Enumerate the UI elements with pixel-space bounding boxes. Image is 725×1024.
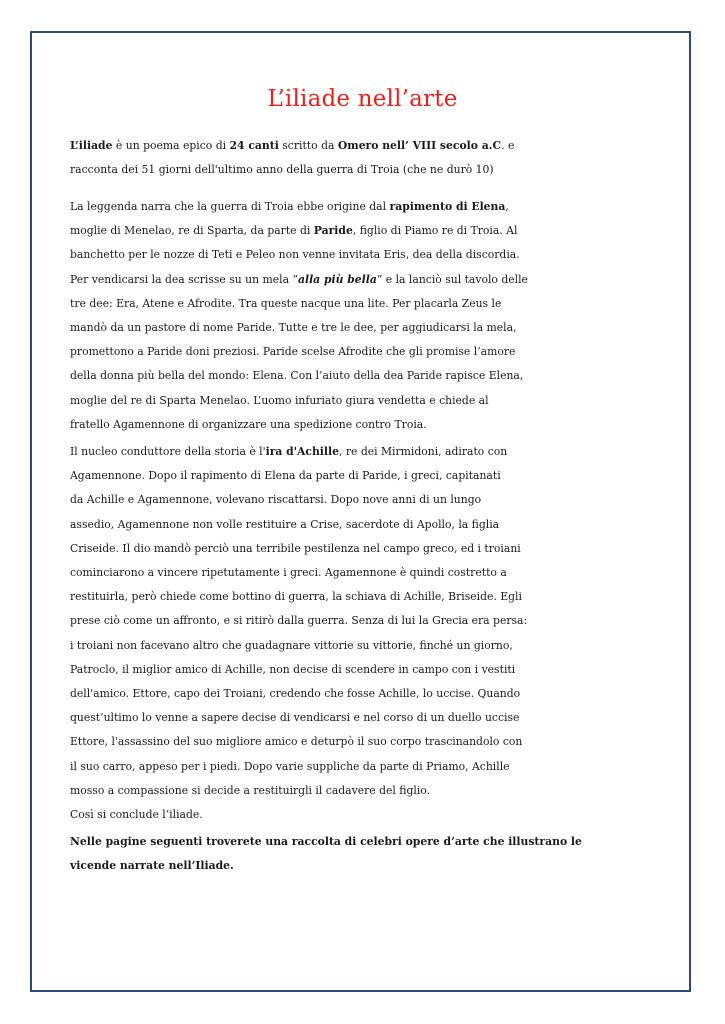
bold-term: ira d'Achille bbox=[265, 445, 339, 458]
text-line: cominciarono a vincere ripetutamente i greci. Agamennone è quindi costretto a bbox=[70, 566, 507, 580]
text-line: assedio, Agamennone non volle restituire a Crise, sacerdote di Apollo, la figlia bbox=[70, 517, 500, 531]
bold-term: Paride bbox=[313, 224, 353, 238]
text-run: , re dei Mirmidoni, adirato con bbox=[338, 445, 508, 458]
text-line: il suo carro, appeso per i piedi. Dopo varie suppliche da parte di Priamo, Achille bbox=[70, 759, 510, 773]
intro-paragraph bbox=[70, 134, 670, 182]
text-run: moglie di Menelao, re di Sparta, da parte di bbox=[70, 224, 314, 238]
text-line: Nelle pagine seguenti troverete una raccolta di celebri opere d’arte che illustrano le bbox=[70, 835, 582, 848]
text-line: banchetto per le nozze di Teti e Peleo non venne invitata Eris, dea della discordia. bbox=[70, 248, 520, 262]
text-run: è un poema epico di bbox=[112, 139, 230, 152]
text-line: moglie del re di Sparta Menelao. L’uomo infuriato giura vendetta e chiede al bbox=[70, 393, 489, 407]
text-line: fratello Agamennone di organizzare una spedizione contro Troia. bbox=[70, 417, 427, 431]
bold-term: rapimento di Elena bbox=[389, 200, 506, 213]
closing-paragraph bbox=[70, 830, 670, 878]
text-run: . e bbox=[501, 139, 515, 152]
bold-term: Omero nell’ VIII secolo a.C bbox=[337, 139, 502, 152]
text-run: , figlio di Piamo re di Troia. Al bbox=[352, 224, 518, 238]
text-line bbox=[70, 134, 670, 158]
text-run: La leggenda narra che la guerra di Troia ebbe origine dal bbox=[70, 200, 390, 213]
text-line: i troiani non facevano altro che guadagnare vittorie su vittorie, finché un giorno, bbox=[70, 638, 513, 652]
text-line: tre dee: Era, Atene e Afrodite. Tra queste nacque una lite. Per placarla Zeus le bbox=[70, 296, 502, 310]
text-line: della donna più bella del mondo: Elena. Con l’aiuto della dea Paride rapisce Elena, bbox=[70, 369, 524, 383]
text-run: scritto da bbox=[278, 139, 338, 152]
text-line bbox=[70, 219, 670, 243]
text-line: Così si conclude l’iliade. bbox=[70, 808, 203, 822]
text-line: mandò da un pastore di nome Paride. Tutte e tre le dee, per aggiudicarsi la mela, bbox=[70, 321, 517, 335]
text-line: da Achille e Agamennone, volevano riscattarsi. Dopo nove anni di un lungo bbox=[70, 493, 482, 507]
text-line: racconta dei 51 giorni dell'ultimo anno della guerra di Troia (che ne durò 10) bbox=[70, 163, 494, 177]
text-line: Patroclo, il miglior amico di Achille, non decise di scendere in campo con i vestiti bbox=[70, 662, 516, 676]
page-title: L’iliade nell’arte bbox=[267, 86, 458, 112]
text-line: promettono a Paride doni preziosi. Paride scelse Afrodite che gli promise l’amore bbox=[70, 345, 516, 359]
text-line bbox=[70, 195, 670, 219]
italic-quote: alla più bella bbox=[297, 272, 377, 286]
text-run: ” e la lanciò sul tavolo delle bbox=[376, 272, 528, 286]
text-run: , bbox=[505, 200, 509, 213]
text-line: dell'amico. Ettore, capo dei Troiani, credendo che fosse Achille, lo uccise. Quando bbox=[70, 687, 521, 701]
text-line: restituirla, però chiede come bottino di guerra, la schiava di Achille, Briseide. Egli bbox=[70, 590, 522, 604]
text-line: Agamennone. Dopo il rapimento di Elena da parte di Paride, i greci, capitanati bbox=[70, 469, 501, 483]
bold-term: 24 canti bbox=[229, 139, 279, 152]
text-line: prese ciò come un affronto, e si ritirò dalla guerra. Senza di lui la Grecia era persa: bbox=[70, 614, 528, 628]
text-run: Per vendicarsi la dea scrisse su un mela “ bbox=[70, 272, 298, 286]
text-line: Ettore, l'assassino del suo migliore amico e deturpò il suo corpo trascinandolo con bbox=[70, 735, 523, 749]
plot-paragraph bbox=[70, 440, 670, 827]
text-line: Criseide. Il dio mandò perciò una terribile pestilenza nel campo greco, ed i troiani bbox=[70, 541, 521, 555]
text-line bbox=[70, 268, 670, 292]
text-line: quest’ultimo lo venne a sapere decise di vendicarsi e nel corso di un duello uccise bbox=[70, 711, 520, 725]
legend-paragraph bbox=[70, 195, 670, 437]
bold-term: L’iliade bbox=[70, 139, 113, 152]
text-run: Il nucleo conduttore della storia è l' bbox=[70, 445, 266, 458]
text-line: vicende narrate nell’Iliade. bbox=[70, 859, 234, 873]
text-line bbox=[70, 440, 670, 464]
text-line: mosso a compassione si decide a restituirgli il cadavere del figlio. bbox=[70, 783, 431, 797]
